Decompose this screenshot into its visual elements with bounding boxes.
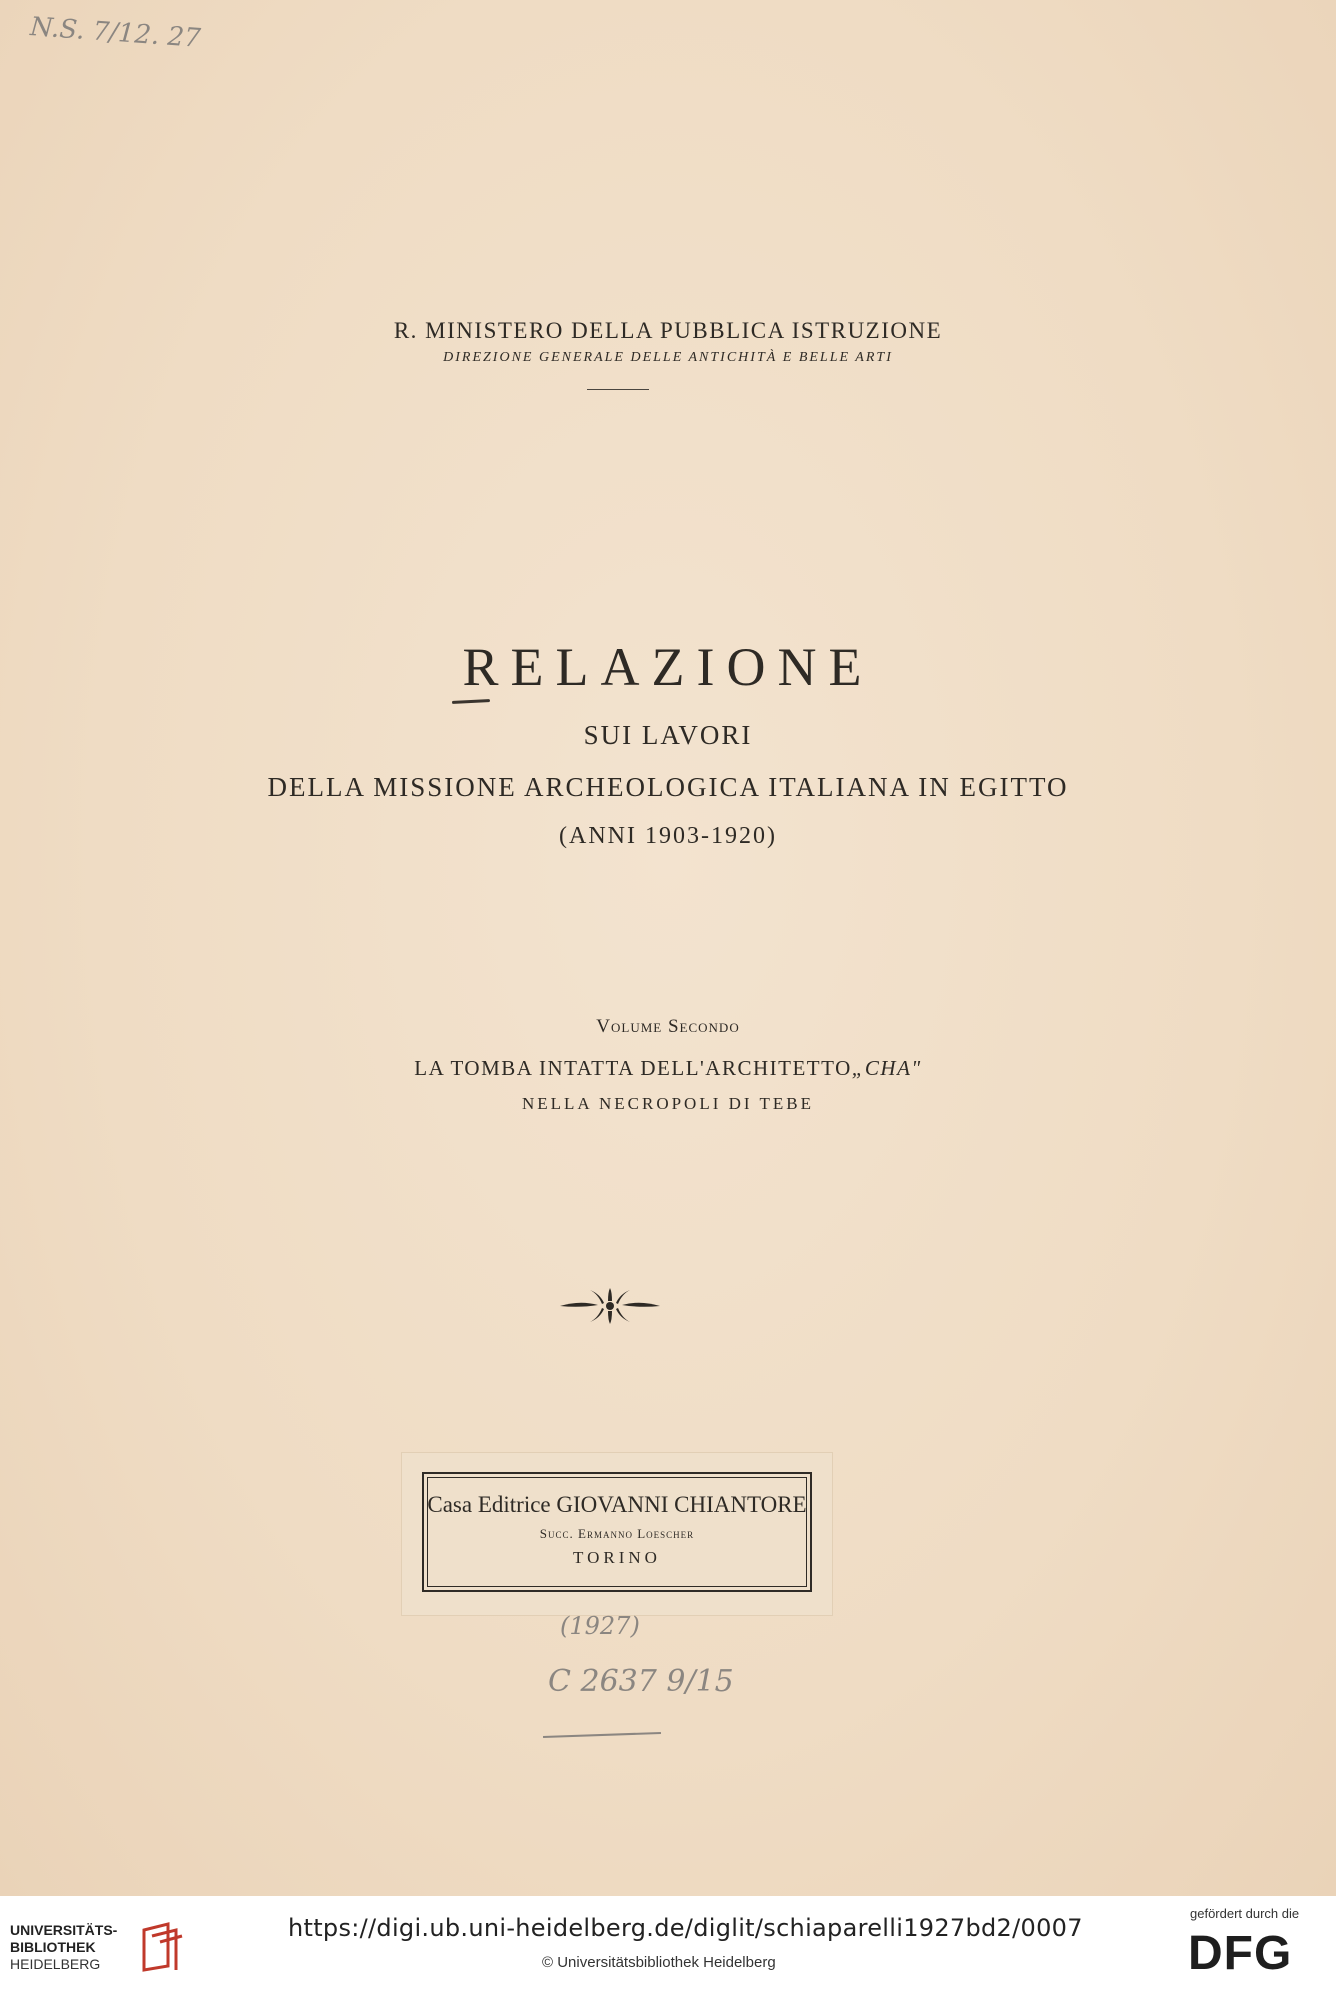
- dfg-logo[interactable]: DFG: [1188, 1927, 1293, 1980]
- architect-name: „CHA": [851, 1056, 922, 1080]
- fleuron-ornament-icon: [558, 1286, 662, 1326]
- ministry-heading: R. MINISTERO DELLA PUBBLICA ISTRUZIONE: [393, 318, 943, 343]
- publisher-successor: Succ. Ermanno Loescher: [539, 1526, 695, 1541]
- permalink-url[interactable]: https://digi.ub.uni-heidelberg.de/diglit/schiaparelli1927bd2/0007: [288, 1914, 1083, 1942]
- handwritten-year: (1927): [560, 1612, 640, 1640]
- handwritten-shelfmark: C 2637 9/15: [548, 1664, 734, 1699]
- ub-heidelberg-logo[interactable]: [10, 1922, 117, 1973]
- copyright-notice: © Universitätsbibliothek Heidelberg: [542, 1954, 776, 1971]
- subtitle-line-2: DELLA MISSIONE ARCHEOLOGICA ITALIANA IN EGITTO: [267, 772, 1069, 802]
- logo-line-3: HEIDELBERG: [10, 1956, 101, 1972]
- funding-caption: gefördert durch die: [1190, 1906, 1300, 1921]
- divider-rule: [587, 389, 649, 390]
- volume-label: Volume Secondo: [596, 1016, 740, 1037]
- pencil-underline: [452, 699, 490, 704]
- ub-heidelberg-mark-icon: [138, 1922, 186, 1972]
- subtitle-years: (ANNI 1903-1920): [559, 823, 777, 849]
- publisher-label: [422, 1472, 812, 1592]
- volume-title: [0, 1056, 1336, 1081]
- volume-location: NELLA NECROPOLI DI TEBE: [521, 1094, 815, 1113]
- publisher-name: Casa Editrice GIOVANNI CHIANTORE: [427, 1492, 807, 1517]
- subtitle-line-1: SUI LAVORI: [583, 720, 753, 750]
- logo-line-1: UNIVERSITÄTS-: [10, 1922, 118, 1938]
- book-title: RELAZIONE: [462, 637, 874, 697]
- shelfmark-underline: [543, 1732, 661, 1738]
- volume-title-text: LA TOMBA INTATTA DELL'ARCHITETTO: [414, 1056, 852, 1080]
- publisher-city: TORINO: [573, 1548, 661, 1567]
- handwritten-note: N.S. 7/12. 27: [29, 12, 202, 54]
- direzione-subheading: DIREZIONE GENERALE DELLE ANTICHITÀ E BELLE ARTI: [443, 350, 893, 365]
- logo-line-2: BIBLIOTHEK: [10, 1939, 96, 1955]
- viewer-footer: [0, 1896, 1336, 1992]
